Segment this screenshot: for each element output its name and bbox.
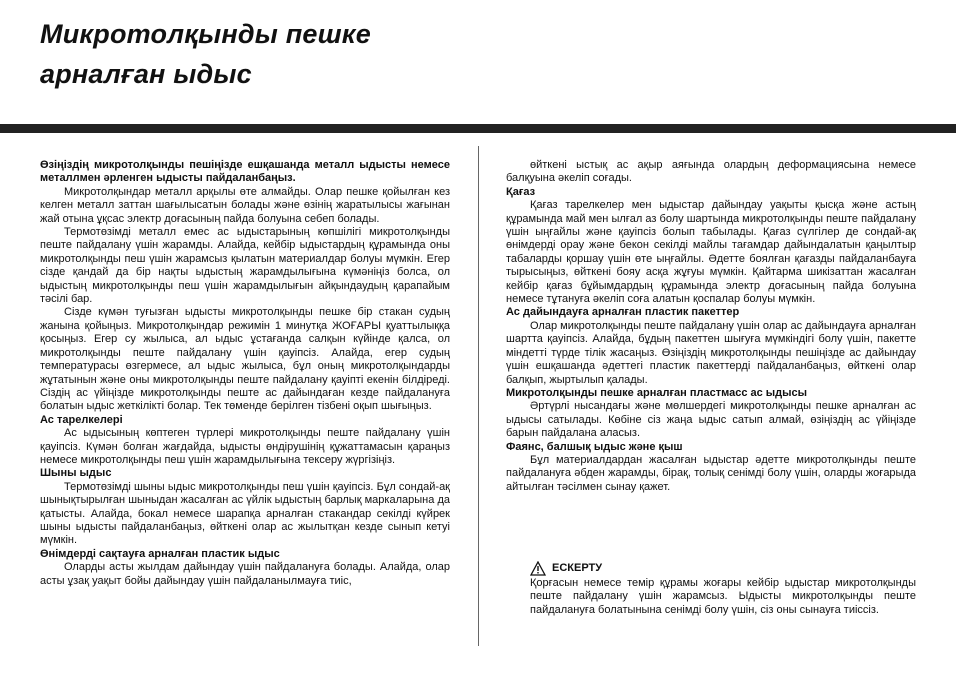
- paragraph-glass: Термотөзімді шыны ыдыс микротолқынды пеш үшін қауіпсіз. Бұл сондай-ақ шынықтырылған шыныдан жасалған ас үйлік ыдыстың барлық маркаларына да қатысты. Алайда, бокал немесе шарапқа арналған стакандар секілді күйрек шыны ыдысты пайдаланбаңыз, өйткені олар ас жылытқан кезде сынып кетуі мүмкін.: [40, 480, 450, 547]
- right-column: [506, 159, 916, 494]
- paragraph-test-method: Сізде күмән туғызған ыдысты микротолқынды пешке бір стакан судың жанына қойыңыз. Микротолқындар режимін 1 минутқа ЖОҒАРЫ қуаттылыққа қосыңыз. Егер су жылыса, ал ыдыс ұстағанда салқын күйінде қалса, ол микротолқынды пеште пайдалану үшін қауіпсіз. Алайда, егер судың температурасы өзгермесе, ал ыдыс жылыса, бұл оның микротолқындарды жұтатынын және оны микротолқынды пеште пайдалану қауіпті екенін білдіреді. Сіздің ас үйіңізде микротолқынды пеште ас дайындаған кезде пайдалануға болатын ыдыс жеткілікті болар. Тек төменде берілген тізбені оқып шығыңыз.: [40, 306, 450, 413]
- paragraph-faience: Бұл материалдардан жасалған ыдыстар әдетте микротолқынды пеште пайдалануға әбден жарамды, бірақ, толық сенімді болу үшін, оларды жоғарыда айтылған тәсілмен сынау қажет.: [506, 453, 916, 493]
- heading-paper: Қағаз: [506, 185, 536, 198]
- header-divider: [0, 124, 956, 133]
- warning-triangle-icon: [530, 561, 546, 576]
- warning-box: [530, 561, 916, 617]
- paragraph-paper: Қағаз тарелкелер мен ыдыстар дайындау уақыты қысқа және астың құрамында май мен ылғал аз болу шартында микротолқынды пеште пайдалану үшін ыңғайлы және қауіпсіз болып табылады. Қағаз сүлгілер де сондай-ақ өнімдерді орау және бекон секілді майлы тағамдар дайындалатын қаңылтыр табаларды қоршау үшін өте ыңғайлы. Әдетте боялған қағазды пайдаланбауға тырысыңыз, өйткені бояу асқа жұғуы мүмкін. Қайтарма шикізаттан жасалған кейбір қағаз бұйымдардың құрамында электр доғасының пайда болуына немесе тұтануға әкеліп соға алатын қоспалар болуы мүмкін.: [506, 199, 916, 306]
- paragraph-heat-resistant: Термотөзімді металл емес ас ыдыстарының көпшілігі микротолқынды пеште пайдалану үшін жарамды. Алайда, кейбір ыдыстардың құрамында оны микротолқынды пеш үшін жарамсыз қылатын материалдар болуы мүмкін. Егер сізде қандай да бір нақты ыдыстың жарамдылығына күмәніңіз болса, ол ыдыстың микротолқынды пеш үшін жарамдылығын айқындаудың қарапайым тәсілі бар.: [40, 226, 450, 306]
- page-title: [40, 14, 371, 94]
- left-column: [40, 159, 450, 588]
- paragraph-microwaves-metal: Микротолқындар металл арқылы өте алмайды. Олар пешке қойылған кез келген металл заттан шағылысатын болады және өзінің жаратылысы жағынан жай отына ұқсас электр доғасының пайда болуына себеп болады.: [40, 185, 450, 225]
- title-line-2: арналған ыдыс: [40, 59, 252, 89]
- heading-faience: Фаянс, балшық ыдыс және қыш: [506, 440, 683, 453]
- warning-label: ЕСКЕРТУ: [552, 561, 603, 574]
- column-divider: [478, 146, 479, 646]
- paragraph-cooking-bags: Олар микротолқынды пеште пайдалану үшін олар ас дайындауға арналған шартта қауіпсіз. Алайда, бұдың пакеттен шығуға мүмкіндігі болу үшін, пакетте міндетті түрде тілік жасаңыз. Өзіңіздің микротолқынды пешіңізде ас дайындау үшін ешқашанда әдеттегі пластик пакеттерді пайдаланбаңыз, өйткені олар балқып, жыртылып қалады.: [506, 319, 916, 386]
- heading-microwave-plastic: Микротолқынды пешке арналған пластмасс ас ыдысы: [506, 386, 808, 399]
- paragraph-storage-plastic-cont: өйткені ыстық ас ақыр аяғында олардың деформациясына немесе балқуына әкеліп соғады.: [506, 159, 916, 185]
- paragraph-microwave-plastic: Әртүрлі нысандағы және мөлшердегі микротолқынды пешке арналған ас ыдысы сатылады. Көбіне сіз жаңа ыдыс сатып алмай, өзіңіздің ас үйіңізде барын пайдалана аласыз.: [506, 400, 916, 440]
- paragraph-storage-plastic: Оларды асты жылдам дайындау үшін пайдалануға болады. Алайда, олар асты ұзақ уақыт бойы дайындау үшін пайдаланылмауға тиіс,: [40, 561, 450, 587]
- warning-header: [530, 561, 916, 576]
- heading-glass: Шыны ыдыс: [40, 467, 112, 480]
- warning-text: Қорғасын немесе темір құрамы жоғары кейбір ыдыстар микротолқынды пеште пайдалану үшін жарамсыз. Ыдысты микротолқынды пеште пайдалануға болатынына сенімді болу үшін, сіз оны сынауға тиіссіз.: [530, 577, 916, 616]
- heading-storage-plastic: Өнімдерді сақтауға арналған пластик ыдыс: [40, 547, 280, 560]
- heading-cooking-bags: Ас дайындауға арналған пластик пакеттер: [506, 306, 740, 319]
- title-line-1: Микротолқынды пешке: [40, 19, 371, 49]
- paragraph-plates: Ас ыдысының көптеген түрлері микротолқынды пеште пайдалану үшін қауіпсіз. Күмән болған жағдайда, ыдысты өндірушінің құжаттамасын қараңыз немесе микротолқынды пеш үшін жарамдылығына тексеру жүргізіңіз.: [40, 427, 450, 466]
- heading-plates: Ас тарелкелері: [40, 413, 123, 426]
- lead-warning: Өзіңіздің микротолқынды пешіңізде ешқашанда металл ыдысты немесе металлмен әрленген ыдысты пайдаланбаңыз.: [40, 159, 450, 185]
